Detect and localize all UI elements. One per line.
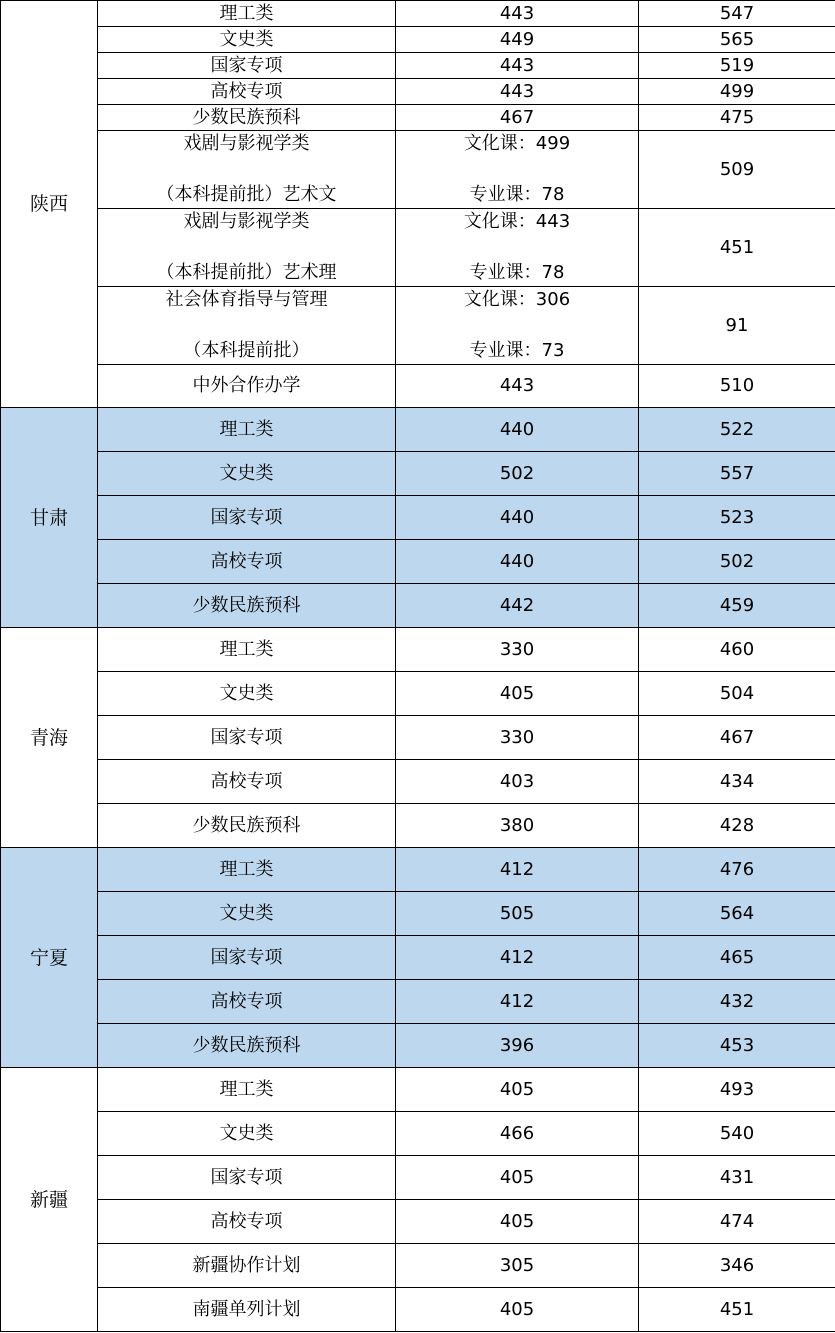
score-b-cell: 519 [639, 53, 835, 79]
category-cell: 少数民族预科 [98, 804, 396, 848]
category-cell: 高校专项 [98, 980, 396, 1024]
score-a-cell: 443 [396, 365, 639, 408]
table-row [1, 584, 835, 628]
category-cell: 理工类 [98, 628, 396, 672]
table-row [1, 804, 835, 848]
score-a-cell: 405 [396, 1156, 639, 1200]
score-a-cell: 405 [396, 672, 639, 716]
score-b-cell: 523 [639, 496, 835, 540]
category-line: （本科提前批）艺术文 [156, 184, 337, 205]
category-cell: 国家专项 [98, 1156, 396, 1200]
category-cell: 国家专项 [98, 53, 396, 79]
score-a-line: 文化课：306 [463, 289, 571, 310]
category-line: （本科提前批）艺术理 [156, 262, 337, 283]
table-row [1, 1156, 835, 1200]
table-row [1, 452, 835, 496]
score-b-cell: 460 [639, 628, 835, 672]
table-row [1, 27, 835, 53]
score-b-cell: 510 [639, 365, 835, 408]
table-row [1, 628, 835, 672]
category-cell: 少数民族预科 [98, 105, 396, 131]
table-row [1, 540, 835, 584]
table-row [1, 79, 835, 105]
score-b-cell: 475 [639, 105, 835, 131]
table-row [1, 892, 835, 936]
category-cell: 文史类 [98, 452, 396, 496]
category-cell: 理工类 [98, 1068, 396, 1112]
province-cell: 宁夏 [1, 848, 98, 1068]
table-row [1, 1112, 835, 1156]
score-a-cell: 403 [396, 760, 639, 804]
score-a-cell [396, 287, 639, 365]
table-row [1, 1024, 835, 1068]
score-a-cell: 443 [396, 79, 639, 105]
province-cell: 新疆 [1, 1068, 98, 1332]
score-b-cell: 91 [639, 287, 835, 365]
table-row [1, 365, 835, 408]
score-a-cell: 396 [396, 1024, 639, 1068]
score-b-cell: 474 [639, 1200, 835, 1244]
table-row [1, 672, 835, 716]
score-b-cell: 451 [639, 209, 835, 287]
score-b-cell: 522 [639, 408, 835, 452]
category-cell: 中外合作办学 [98, 365, 396, 408]
score-b-cell: 564 [639, 892, 835, 936]
score-a-cell: 330 [396, 716, 639, 760]
table-row [1, 1244, 835, 1288]
category-cell: 国家专项 [98, 496, 396, 540]
category-line: （本科提前批） [183, 340, 310, 361]
score-b-cell: 428 [639, 804, 835, 848]
table-row [1, 53, 835, 79]
category-cell: 文史类 [98, 1112, 396, 1156]
province-cell: 陕西 [1, 1, 98, 408]
category-cell: 文史类 [98, 27, 396, 53]
score-a-cell: 412 [396, 980, 639, 1024]
score-a-line: 专业课：73 [469, 340, 565, 361]
score-a-cell: 442 [396, 584, 639, 628]
table-row [1, 980, 835, 1024]
score-a-cell [396, 209, 639, 287]
table-row [1, 496, 835, 540]
score-a-line: 专业课：78 [469, 184, 565, 205]
score-b-cell: 557 [639, 452, 835, 496]
score-b-cell: 476 [639, 848, 835, 892]
category-line: 社会体育指导与管理 [165, 289, 328, 310]
score-a-cell: 449 [396, 27, 639, 53]
category-cell: 高校专项 [98, 760, 396, 804]
table-row [1, 1200, 835, 1244]
score-b-cell: 432 [639, 980, 835, 1024]
score-a-cell: 405 [396, 1068, 639, 1112]
score-a-cell: 405 [396, 1200, 639, 1244]
score-b-cell: 565 [639, 27, 835, 53]
score-b-cell: 493 [639, 1068, 835, 1112]
score-a-cell: 440 [396, 496, 639, 540]
score-a-cell: 412 [396, 936, 639, 980]
score-a-cell [396, 131, 639, 209]
score-b-cell: 434 [639, 760, 835, 804]
score-a-cell: 405 [396, 1288, 639, 1332]
score-a-cell: 505 [396, 892, 639, 936]
category-cell: 少数民族预科 [98, 584, 396, 628]
score-b-cell: 509 [639, 131, 835, 209]
category-line: 戏剧与影视学类 [183, 211, 310, 232]
table-row [1, 105, 835, 131]
score-a-line: 专业课：78 [469, 262, 565, 283]
category-cell: 文史类 [98, 672, 396, 716]
category-cell [98, 131, 396, 209]
category-cell: 南疆单列计划 [98, 1288, 396, 1332]
score-a-cell: 305 [396, 1244, 639, 1288]
table-row [1, 760, 835, 804]
score-b-cell: 465 [639, 936, 835, 980]
score-b-cell: 504 [639, 672, 835, 716]
score-b-cell: 467 [639, 716, 835, 760]
category-cell: 少数民族预科 [98, 1024, 396, 1068]
score-b-cell: 540 [639, 1112, 835, 1156]
score-a-cell: 380 [396, 804, 639, 848]
score-a-cell: 440 [396, 540, 639, 584]
score-a-cell: 330 [396, 628, 639, 672]
score-b-cell: 453 [639, 1024, 835, 1068]
score-b-cell: 346 [639, 1244, 835, 1288]
score-b-cell: 547 [639, 1, 835, 27]
score-a-cell: 466 [396, 1112, 639, 1156]
score-b-cell: 499 [639, 79, 835, 105]
category-cell: 理工类 [98, 408, 396, 452]
score-a-line: 文化课：499 [463, 133, 571, 154]
score-b-cell: 502 [639, 540, 835, 584]
table-row [1, 1, 835, 27]
category-cell: 理工类 [98, 1, 396, 27]
table-row [1, 408, 835, 452]
table-row [1, 131, 835, 209]
score-a-line: 文化课：443 [463, 211, 571, 232]
category-cell: 理工类 [98, 848, 396, 892]
score-a-cell: 443 [396, 53, 639, 79]
category-cell: 高校专项 [98, 540, 396, 584]
table-row [1, 936, 835, 980]
category-cell: 国家专项 [98, 936, 396, 980]
province-cell: 青海 [1, 628, 98, 848]
table-row [1, 209, 835, 287]
score-a-cell: 467 [396, 105, 639, 131]
score-a-cell: 502 [396, 452, 639, 496]
table-row [1, 1288, 835, 1332]
category-cell [98, 287, 396, 365]
table-row [1, 848, 835, 892]
score-a-cell: 443 [396, 1, 639, 27]
score-a-cell: 412 [396, 848, 639, 892]
category-cell: 文史类 [98, 892, 396, 936]
category-line: 戏剧与影视学类 [183, 133, 310, 154]
category-cell: 新疆协作计划 [98, 1244, 396, 1288]
table-row [1, 1068, 835, 1112]
province-cell: 甘肃 [1, 408, 98, 628]
score-b-cell: 451 [639, 1288, 835, 1332]
category-cell: 高校专项 [98, 1200, 396, 1244]
table-row [1, 287, 835, 365]
score-b-cell: 459 [639, 584, 835, 628]
category-cell [98, 209, 396, 287]
category-cell: 高校专项 [98, 79, 396, 105]
score-a-cell: 440 [396, 408, 639, 452]
category-cell: 国家专项 [98, 716, 396, 760]
score-b-cell: 431 [639, 1156, 835, 1200]
table-row [1, 716, 835, 760]
